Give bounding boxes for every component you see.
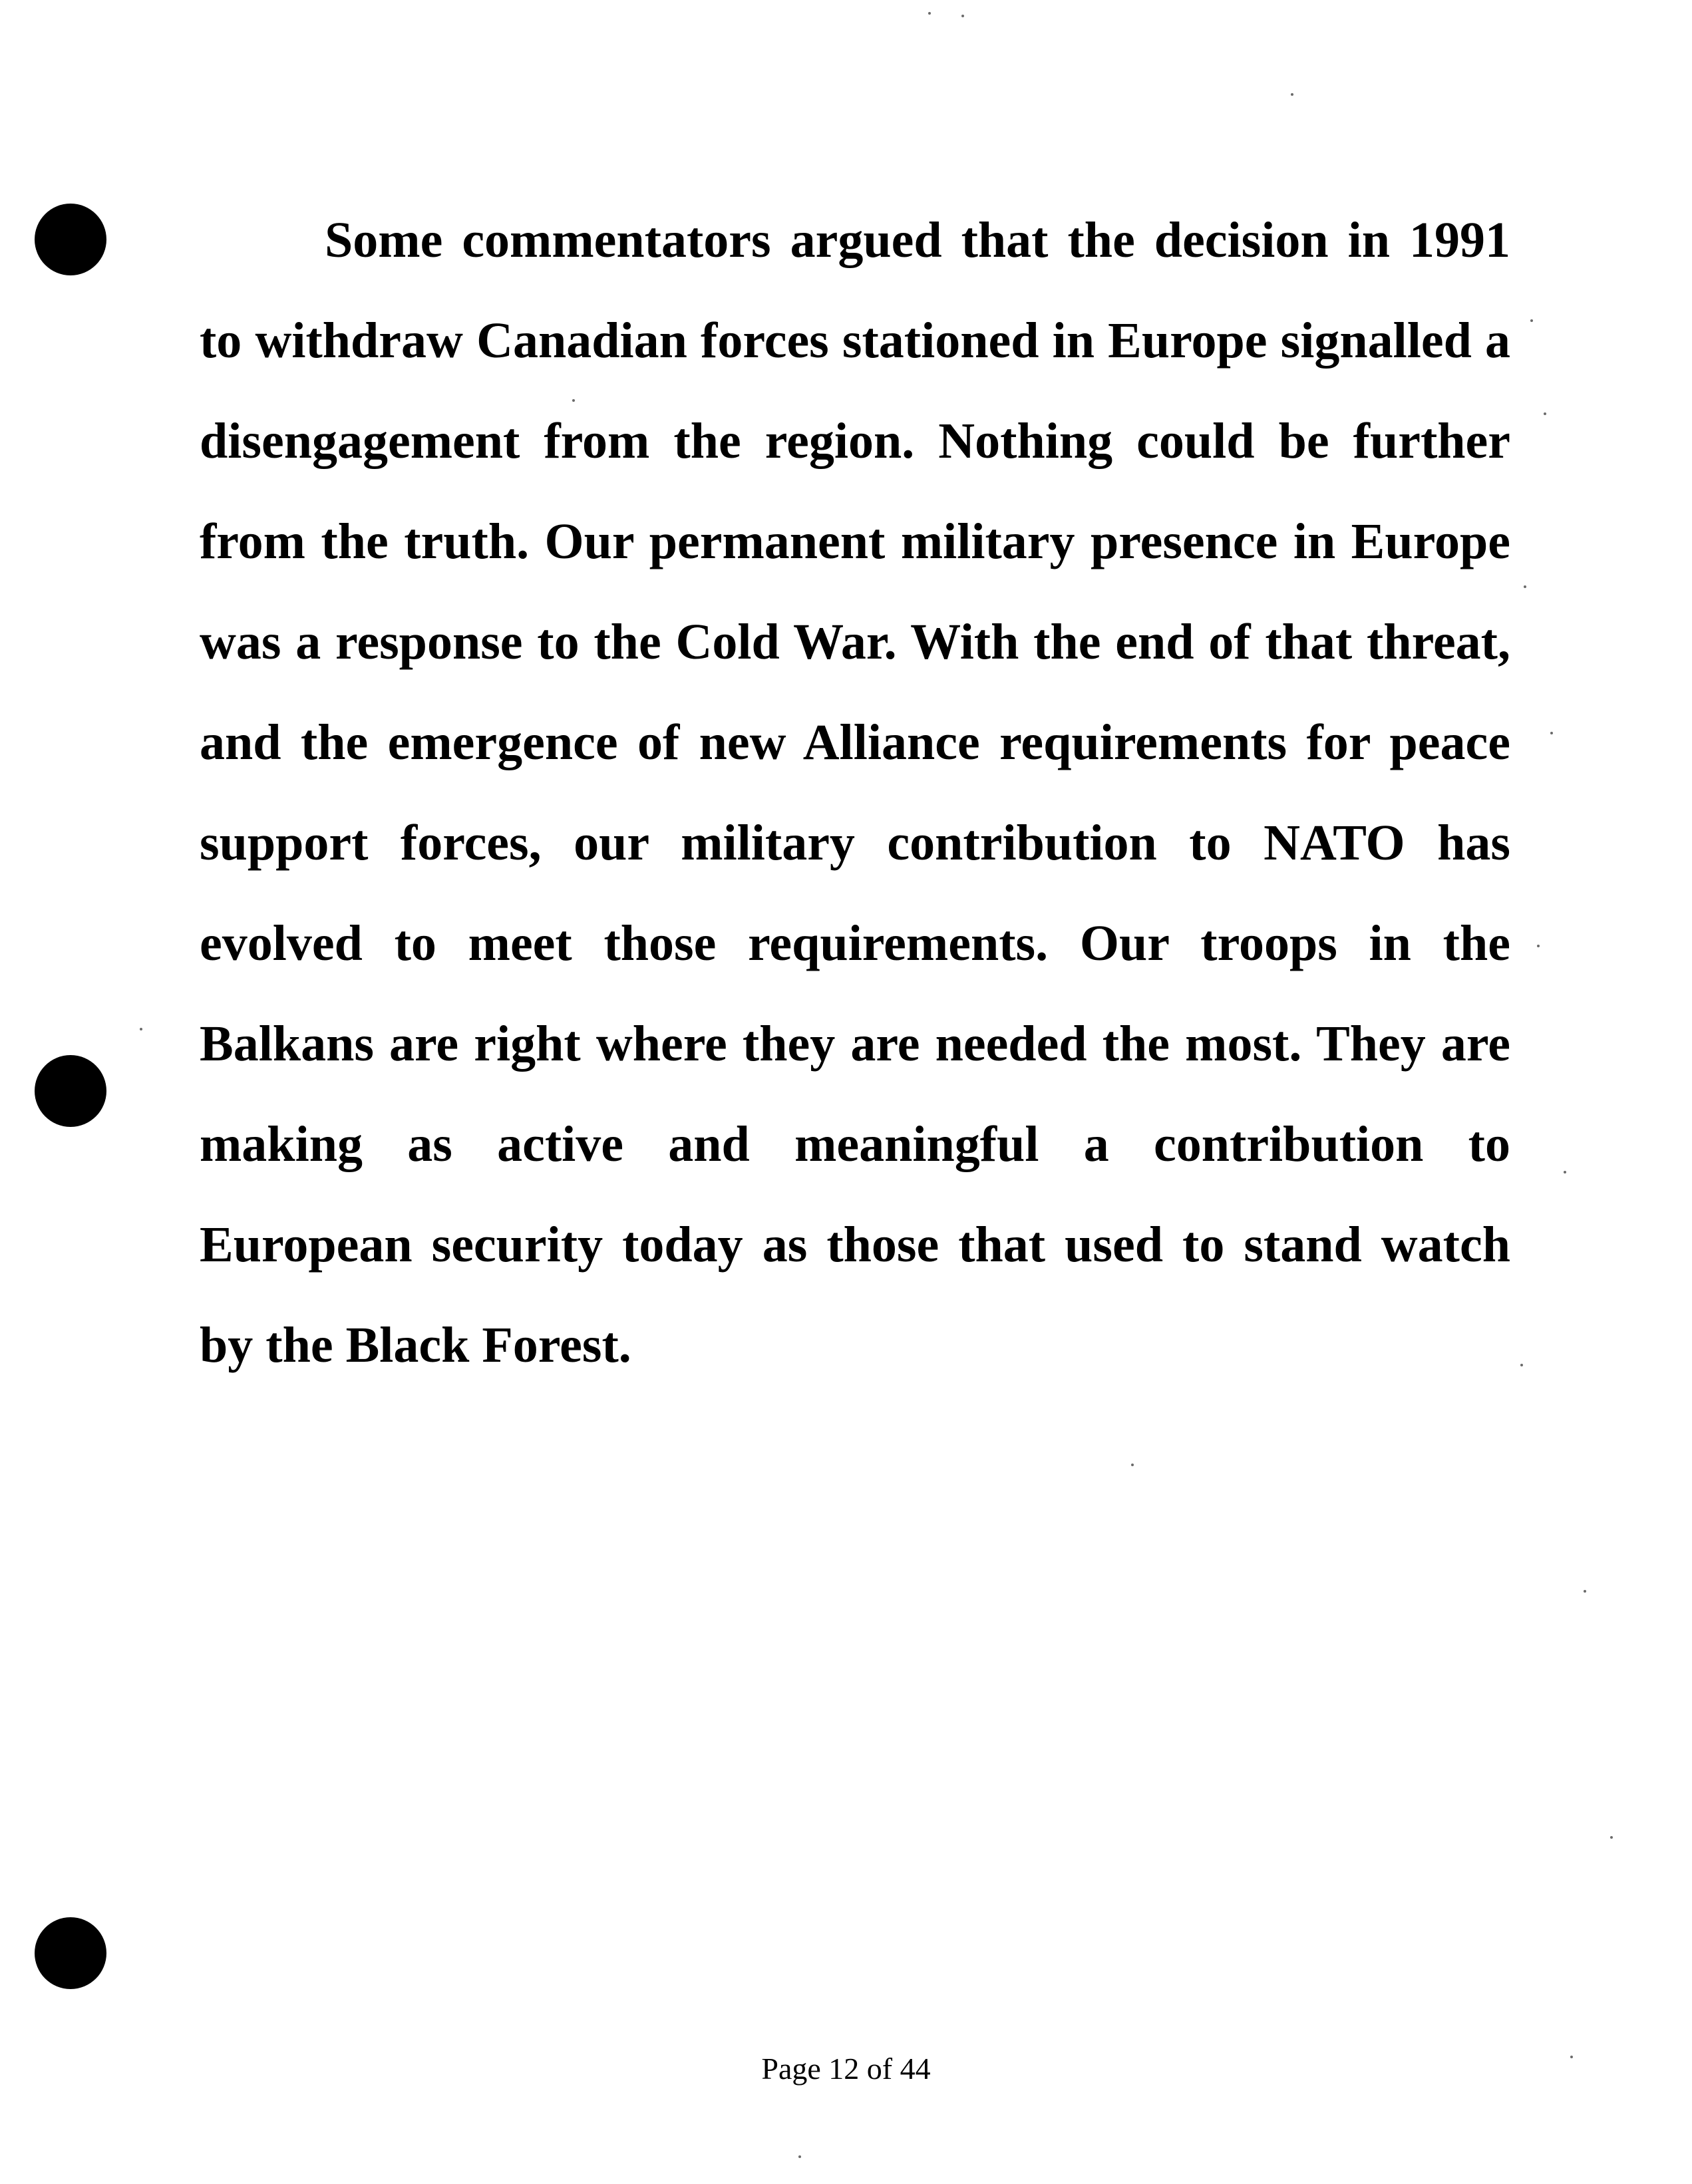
punch-hole-top: [35, 204, 106, 275]
page-number: Page 12 of 44: [761, 2052, 931, 2086]
body-paragraph: Some commentators argued that the decision in 1991 to withdraw Canadian forces stationed in Europe signalled a disengagement from the region. Nothing could be further from the truth. Our permanent military presence in Europe was a response to the Cold War. With the end of that threat, and the emergence of new Alliance requirements for peace support forces, our military contribution to NATO has evolved to meet those requirements. Our troops in the Balkans are right where they are needed the most. They are making as active and meaningful a contribution to European security today as those that used to stand watch by the Black Forest.: [200, 212, 1510, 1373]
punch-hole-bottom: [35, 1917, 106, 1989]
punch-hole-middle: [35, 1055, 106, 1127]
